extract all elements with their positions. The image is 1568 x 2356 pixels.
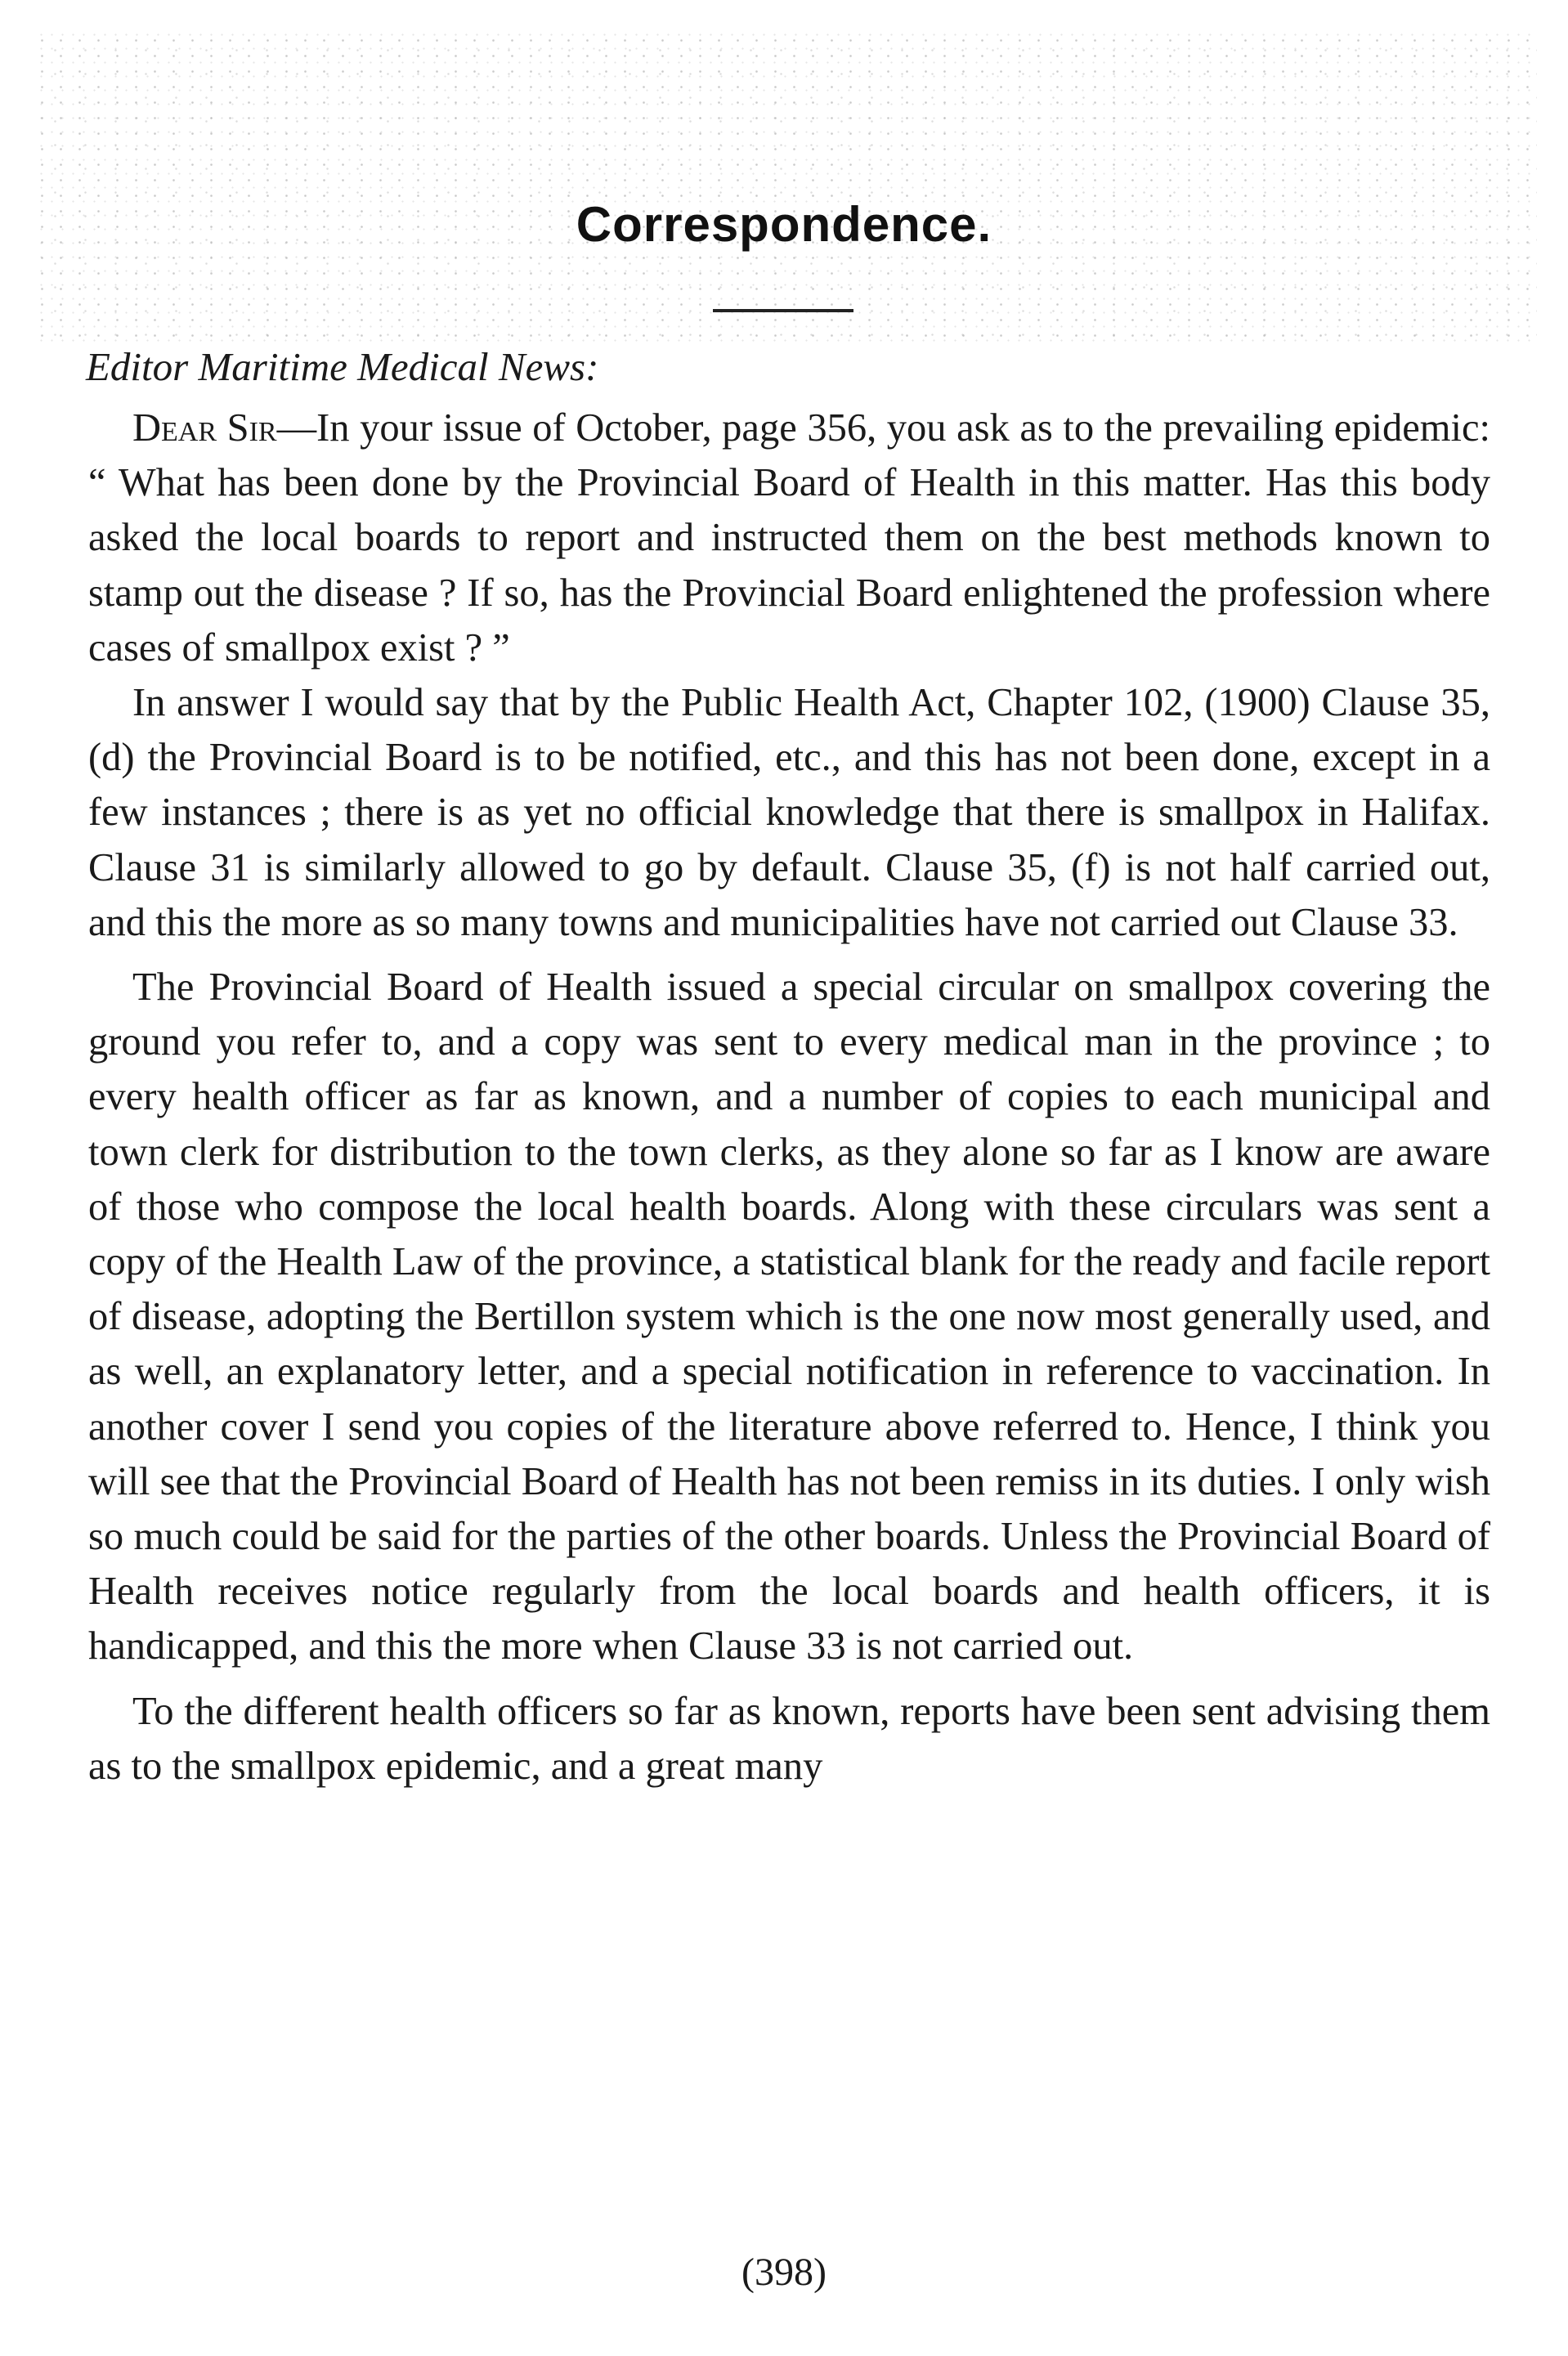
salutation: Editor Maritime Medical News: [86, 344, 599, 389]
section-heading: Correspondence. [576, 197, 992, 252]
heading-rule [713, 309, 853, 312]
paragraph-1 [88, 401, 1490, 675]
paragraph-3: The Provincial Board of Health issued a special circular on smallpox covering the ground you refer to, and a copy was sent to every medical man in the province ; to every health officer as far as known, and a number of copies to each municipal and town clerk for distribution to the town clerks, as they alone so far as I know are aware of those who compose the local health boards. Along with these circulars was sent a copy of the Health Law of the province, a statistical blank for the ready and facile report of disease, adopting the Bertillon system which is the one now most generally used, and as well, an explanatory letter, and a special notification in reference to vaccination. In another cover I send you copies of the literature above referred to. Hence, I think you will see that the Provincial Board of Health has not been remiss in its duties. I only wish so much could be said for the parties of the other boards. Unless the Provincial Board of Health receives notice regularly from the local boards and health officers, it is handicapped, and this the more when Clause 33 is not carried out. [88, 965, 1490, 1668]
letter-body [88, 401, 1490, 1794]
print-speckle-texture [33, 33, 1537, 343]
paragraph-2: In answer I would say that by the Public Health Act, Chapter 102, (1900) Clause 35, (d) the Provincial Board is to be notified, etc., and this has not been done, except in a few instances ; there is as yet no official knowledge that there is smallpox in Halifax. Clause 31 is similarly allowed to go by default. Clause 35, (f) is not half carried out, and this the more as so many towns and municipalities have not carried out Clause 33. [88, 681, 1490, 944]
paragraph-4: To the different health officers so far as known, reports have been sent advising them as to the smallpox epidemic, and a great many [88, 1689, 1490, 1788]
greeting-lead: Dear Sir [132, 406, 277, 450]
page-number: (398) [741, 2251, 827, 2294]
paragraph-1-text: —In your issue of October, page 356, you ask as to the prevailing epidemic: “ What has been done by the Provincial Board of Health in this matter. Has this body asked the local boards to report and instructed them on the best methods known to stamp out the disease ? If so, has the Provincial Board enlightened the profession where cases of smallpox exist ? ” [88, 406, 1491, 670]
